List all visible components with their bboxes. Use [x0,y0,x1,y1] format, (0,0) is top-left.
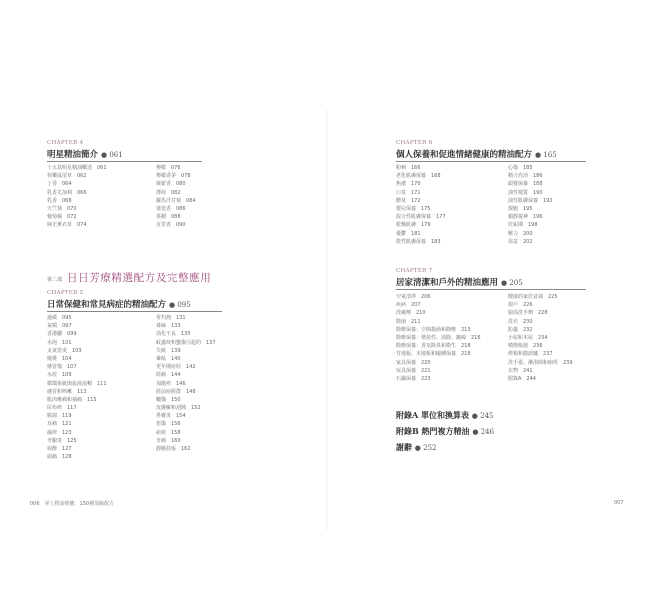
chapter-4-title: 明星精油簡介 ● 061 [47,150,123,160]
list-item: 暈眩 140 [156,355,181,362]
list-item: 油性髮質 190 [508,189,543,196]
appendix-a-entry: 附錄A 單位和換算表 ● 245 [396,410,494,420]
list-item: 葡萄柚 072 [47,214,77,221]
list-item: 更年期症狀 142 [156,364,196,371]
chapter-4-label: CHAPTER 4 [47,140,84,146]
list-item: 洗衣 230 [508,318,533,325]
list-item: 尿布疹 117 [47,405,77,412]
list-item: 心傷 185 [508,165,533,171]
list-item: 除菌 211 [396,318,421,325]
part-2-label: 第二部 [47,277,63,283]
chapter-6-rule [396,161,586,162]
list-item: 廣藿香 080 [156,181,186,188]
list-item: 除塵保養：空間殺菌和除塵 213 [396,326,471,333]
list-item: 洗手臺、淋浴間和廁所 239 [508,359,573,366]
list-item: 腹瀉 119 [47,413,72,420]
list-item: 消化不良 135 [156,331,191,338]
list-item: 玩具保養 221 [396,367,431,374]
chapter-4-list-col1 [47,164,107,230]
list-item: 加龍疹 146 [156,380,186,387]
list-item: 鎮靜提神 196 [508,214,543,221]
list-item: 靜脈曲張 162 [156,446,191,452]
list-item: 洗碗劑 210 [396,310,426,317]
list-item: 嬰兒保養 175 [396,205,431,212]
chapter-6-list-col2 [508,164,553,246]
chapter-7-rule [396,289,586,290]
list-item: 香港腳 099 [47,331,77,338]
list-item: 檸檬 076 [156,165,181,171]
list-item: 粉刺 166 [396,165,421,171]
list-item: 牙痛 160 [156,437,181,444]
appendix-b-entry: 附錄B 熱門複方精油 ● 246 [396,426,495,436]
list-item: 濕疹 123 [47,429,72,436]
list-item: 宿醉 127 [47,446,72,452]
chapter-6-label: CHAPTER 6 [396,140,433,146]
list-item: 附錄A 244 [508,375,536,382]
acknowledgements-entry: 謝辭 ● 252 [396,442,437,452]
chapter-4-rule [47,161,202,162]
list-item: 頭髮保養 188 [508,181,543,188]
list-item: 蕁麻 133 [156,323,181,330]
list-item: 失眠 139 [156,347,181,354]
list-item: 混合性肌膚保養 177 [396,214,446,221]
chapter-5-list-col2 [156,314,216,453]
list-item: 廚浴洗手劑 228 [508,310,548,317]
list-item: 浴盆 202 [508,238,533,245]
list-item: 感冒傷 107 [47,364,77,371]
list-item: 老化肌膚保養 168 [396,173,441,180]
chapter-7-title: 居家清潔和戶外的精油應用 ● 205 [396,278,523,288]
list-item: 石鍋保養 223 [396,375,431,382]
right-page [328,0,655,609]
list-item: 牙齦炎 125 [47,437,77,444]
part-2-heading [47,266,211,285]
list-item: 精力充沛 186 [508,173,543,180]
list-item: 乳香尤加利 066 [47,189,87,196]
list-item: 丁香 064 [47,181,72,188]
list-item: 烤箱和微波爐 237 [508,351,553,358]
list-item: 循環系統與血液流暢 111 [47,380,107,387]
left-page-footer: 006 掌上精油療癒：150種頂級配方 [30,501,115,507]
list-item: 鼻竇炎 154 [156,413,186,420]
list-item: 頭痛 128 [47,454,72,461]
list-item: 油性肌膚保養 192 [508,197,553,204]
list-item: 小屋和木屋 234 [508,334,548,341]
list-item: 憂鬱 181 [396,230,421,237]
list-item: 瘀痕 158 [156,429,181,436]
list-item: 氣喘 097 [47,323,72,330]
list-item: 蚊蟲咬和螫傷引起的 137 [156,339,216,346]
chapter-5-title: 日常保健和常見病症的精油配方 ● 095 [47,300,191,310]
list-item: 壓力 200 [508,230,533,237]
list-item: 口臭 171 [396,189,421,196]
list-item: 感冒和咳嗽 113 [47,388,87,395]
list-item: 經痛 144 [156,372,181,379]
list-item: 噴燈瓶器 236 [508,343,543,350]
list-item: 支氣管炎 103 [47,347,82,354]
list-item: 扭傷 156 [156,421,181,428]
list-item: 肌肉痠痛和抽痛 115 [47,396,97,403]
list-item: 茶樹 088 [156,214,181,221]
left-page [0,0,327,609]
part-2-title: 日日芳療精選配方及完整應用 [67,272,212,284]
list-item: 薄荷 082 [156,189,181,196]
list-item: 竹地板、木地板和磁磚保養 218 [396,351,471,358]
chapter-6-list-col1 [396,164,446,246]
chapter-5-list-col1 [47,314,107,461]
list-item: 蘿馬洋甘菊 084 [156,197,196,204]
chapter-7-label: CHAPTER 7 [396,268,433,274]
list-item: 百里香 090 [156,222,186,229]
chapter-4-list-col2 [156,164,196,230]
list-item: 窗戶 226 [508,302,533,309]
list-item: 經前症候群 148 [156,388,196,395]
chapter-6-title: 個人保養和促進情緒健康的精油配方 ● 165 [396,150,557,160]
list-item: 皮膚癬和刮蝕 152 [156,405,201,412]
list-item: 乳香 068 [47,197,72,204]
list-item: 焦慮 170 [396,181,421,188]
list-item: 除塵保養：增盈性、消除、鏈綿 216 [396,334,481,341]
list-item: 健康的家居盆栽 225 [508,294,558,300]
list-item: 天竺葵 070 [47,205,77,212]
list-item: 水痘 109 [47,372,72,379]
list-item: 除塵保養：香氛除臭和衛生 218 [396,343,471,350]
list-item: 防蟲 232 [508,326,533,333]
list-item: 燒燙 104 [47,355,72,362]
chapter-7-list-col2 [508,293,573,383]
list-item: 體臭 172 [396,197,421,204]
list-item: 檸檬香茅 078 [156,173,191,180]
list-item: 乾性肌膚保養 183 [396,238,441,245]
list-item: 家具保養 220 [396,359,431,366]
list-item: 純正薰衣草 074 [47,222,87,229]
list-item: 過敏 095 [47,315,72,321]
list-item: 胃灼熱 131 [156,315,186,321]
list-item: 妊娠期 198 [508,222,538,229]
chapter-5-rule [47,311,222,312]
right-page-footer: 007 [614,500,624,506]
list-item: 水泡 101 [47,339,72,346]
list-item: 十五款明星精油概述 061 [47,165,107,171]
list-item: 耳痛 121 [47,421,72,428]
chapter-7-list-col1 [396,293,481,383]
list-item: 衣物 241 [508,367,533,374]
list-item: 乾燥肌膚 179 [396,222,431,229]
list-item: 空氣清淨 206 [396,294,431,300]
list-item: 快樂鼠尾草 062 [47,173,87,180]
list-item: 疾病 207 [396,302,421,309]
chapter-5-label: CHAPTER 5 [47,290,84,296]
list-item: 復胞 195 [508,205,533,212]
list-item: 曬傷 150 [156,396,181,403]
list-item: 迷迭香 086 [156,205,186,212]
